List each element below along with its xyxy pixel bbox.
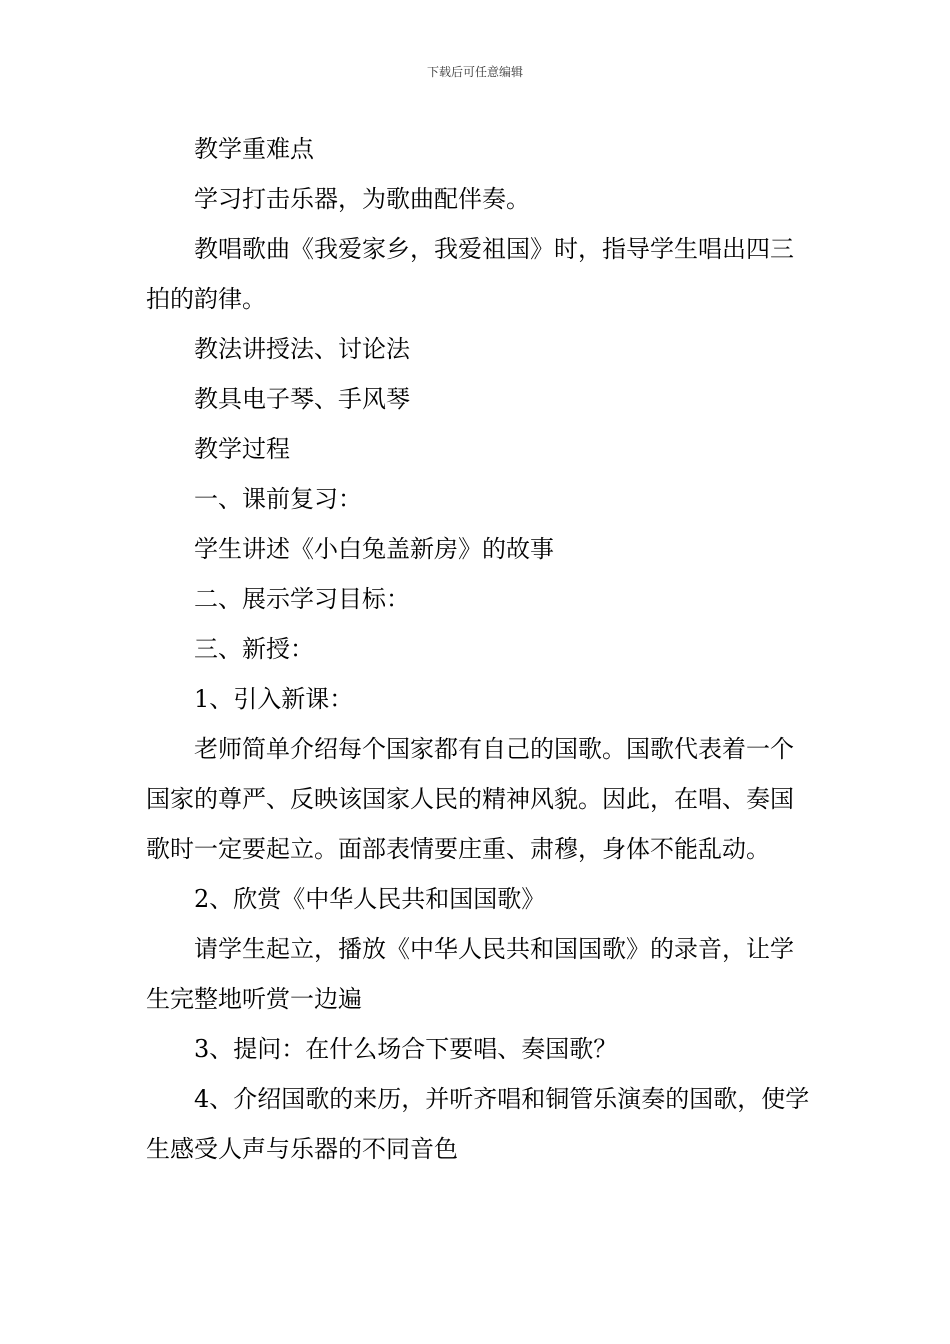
section-heading: 一、课前复习： bbox=[194, 485, 362, 513]
paragraph: 学生讲述《小白兔盖新房》的故事 bbox=[194, 535, 554, 563]
paragraph-heading-key-points: 教学重难点 bbox=[194, 135, 314, 163]
page-header-note: 下载后可任意编辑 bbox=[426, 65, 523, 79]
paragraph: 3、提问：在什么场合下要唱、奏国歌？ bbox=[194, 1035, 618, 1063]
section-heading: 二、展示学习目标： bbox=[194, 585, 410, 613]
paragraph: 学习打击乐器，为歌曲配伴奏。 bbox=[194, 185, 530, 213]
subsection-heading: 2、欣赏《中华人民共和国国歌》 bbox=[194, 885, 546, 913]
paragraph: 请学生起立，播放《中华人民共和国国歌》的录音，让学生完整地听赏一边遍 bbox=[146, 935, 794, 1013]
section-heading: 三、新授： bbox=[194, 635, 314, 663]
paragraph: 教具电子琴、手风琴 bbox=[194, 385, 410, 413]
paragraph: 教唱歌曲《我爱家乡，我爱祖国》时，指导学生唱出四三拍的韵律。 bbox=[146, 235, 794, 313]
document-body bbox=[146, 124, 810, 1174]
paragraph: 4、介绍国歌的来历，并听齐唱和铜管乐演奏的国歌，使学生感受人声与乐器的不同音色 bbox=[146, 1085, 810, 1163]
paragraph-heading-process: 教学过程 bbox=[194, 435, 290, 463]
paragraph: 教法讲授法、讨论法 bbox=[194, 335, 410, 363]
paragraph: 老师简单介绍每个国家都有自己的国歌。国歌代表着一个国家的尊严、反映该国家人民的精神风貌。因此，在唱、奏国歌时一定要起立。面部表情要庄重、肃穆，身体不能乱动。 bbox=[146, 735, 794, 863]
subsection-heading: 1、引入新课： bbox=[194, 685, 354, 713]
